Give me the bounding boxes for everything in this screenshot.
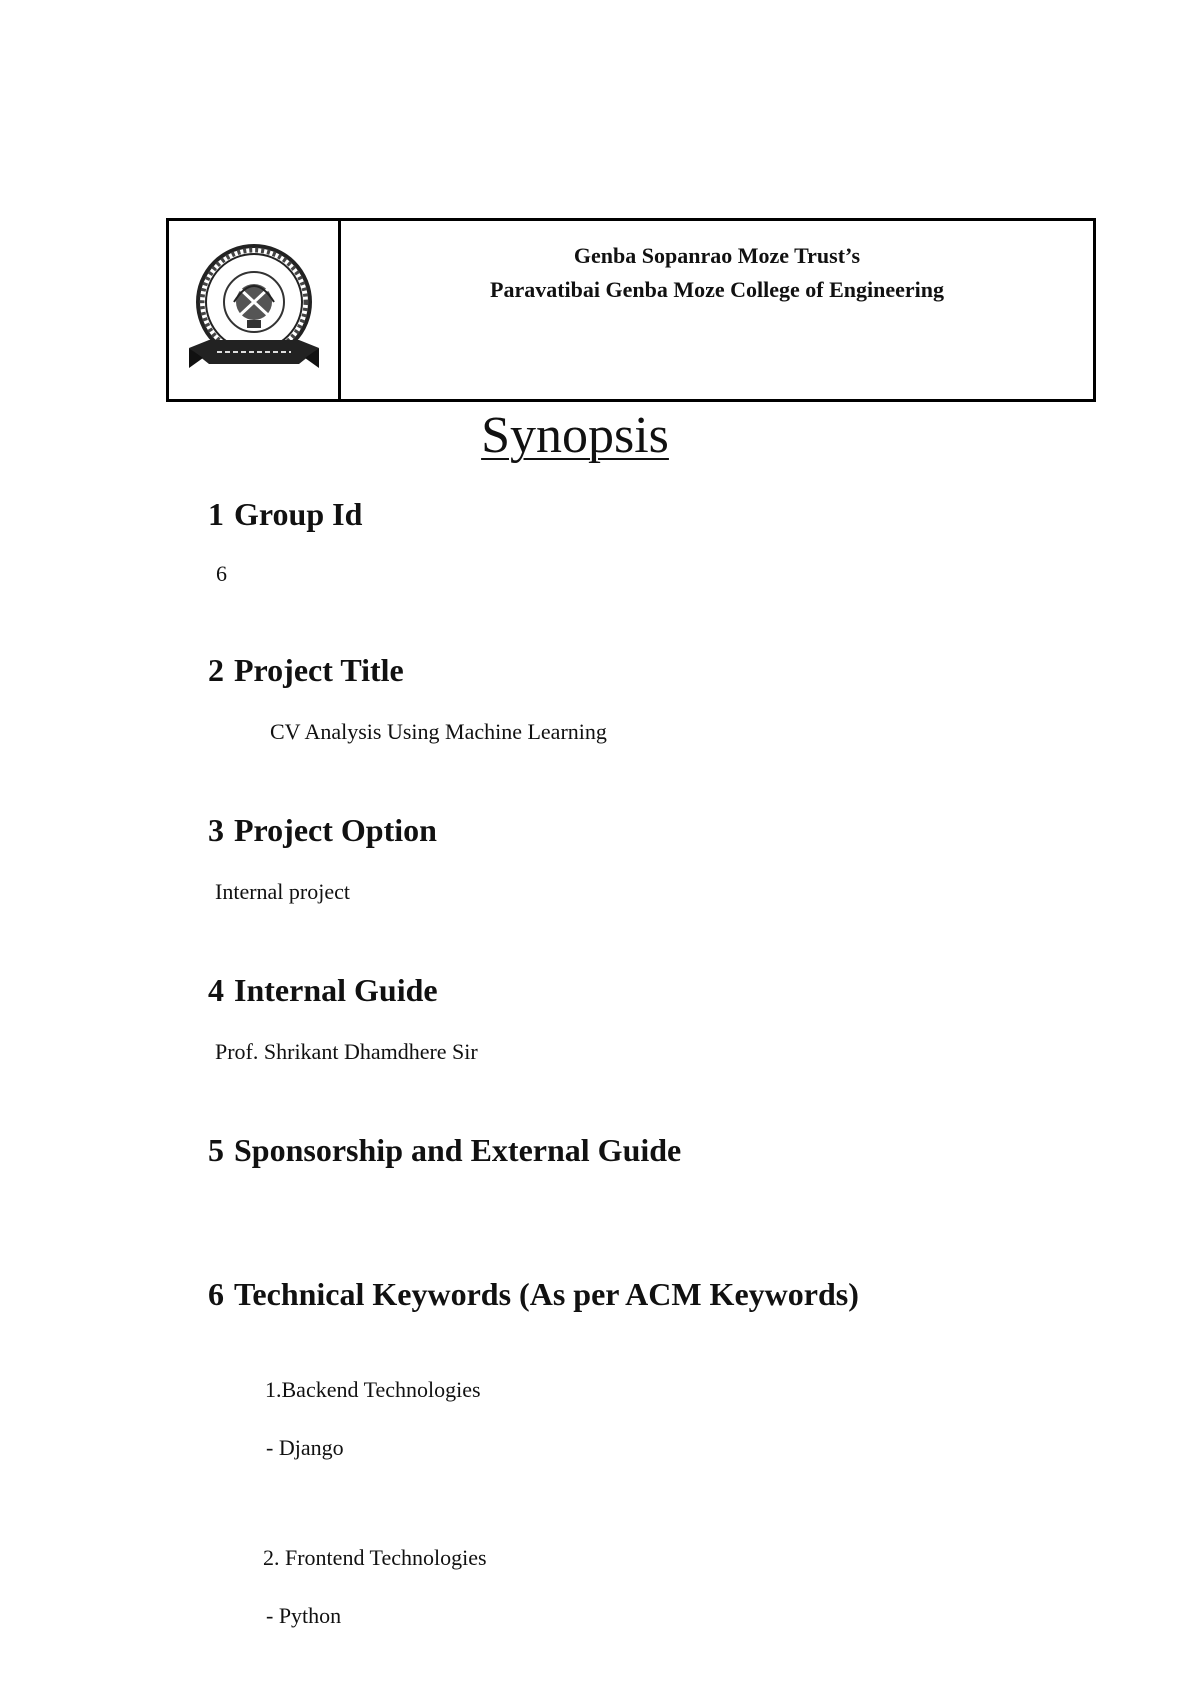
institution-cell (341, 221, 1093, 399)
section-number: 5 (208, 1132, 224, 1168)
section-value-group-id: 6 (216, 561, 227, 586)
section-title: Technical Keywords (As per ACM Keywords) (234, 1276, 859, 1312)
section-heading-technical-keywords (208, 1274, 859, 1314)
section-number: 3 (208, 812, 224, 848)
section-title: Project Title (234, 652, 404, 688)
section-number: 4 (208, 972, 224, 1008)
section-heading-internal-guide (208, 970, 438, 1010)
section-title: Internal Guide (234, 972, 438, 1008)
section-value-project-title: CV Analysis Using Machine Learning (270, 719, 607, 744)
document-title: Synopsis (481, 407, 669, 464)
section-number: 6 (208, 1276, 224, 1312)
keyword-item: - Python (266, 1603, 342, 1628)
college-name: Paravatibai Genba Moze College of Engineering (490, 277, 944, 302)
section-value-internal-guide: Prof. Shrikant Dhamdhere Sir (215, 1039, 478, 1064)
college-seal-icon (179, 240, 329, 380)
logo-cell (169, 221, 341, 399)
section-title: Project Option (234, 812, 437, 848)
section-heading-group-id (208, 494, 362, 534)
section-heading-project-title (208, 650, 404, 690)
letterhead-table (166, 218, 1096, 402)
section-heading-sponsorship (208, 1130, 681, 1170)
section-title: Group Id (234, 496, 363, 532)
trust-name: Genba Sopanrao Moze Trust’s (573, 243, 861, 268)
keyword-category: 1.Backend Technologies (265, 1377, 481, 1402)
section-heading-project-option (208, 810, 437, 850)
section-value-project-option: Internal project (215, 879, 350, 904)
keyword-item: - Django (266, 1435, 344, 1460)
section-number: 2 (208, 652, 224, 688)
section-number: 1 (208, 496, 224, 532)
section-title: Sponsorship and External Guide (234, 1132, 682, 1168)
keyword-category: 2. Frontend Technologies (263, 1545, 487, 1570)
